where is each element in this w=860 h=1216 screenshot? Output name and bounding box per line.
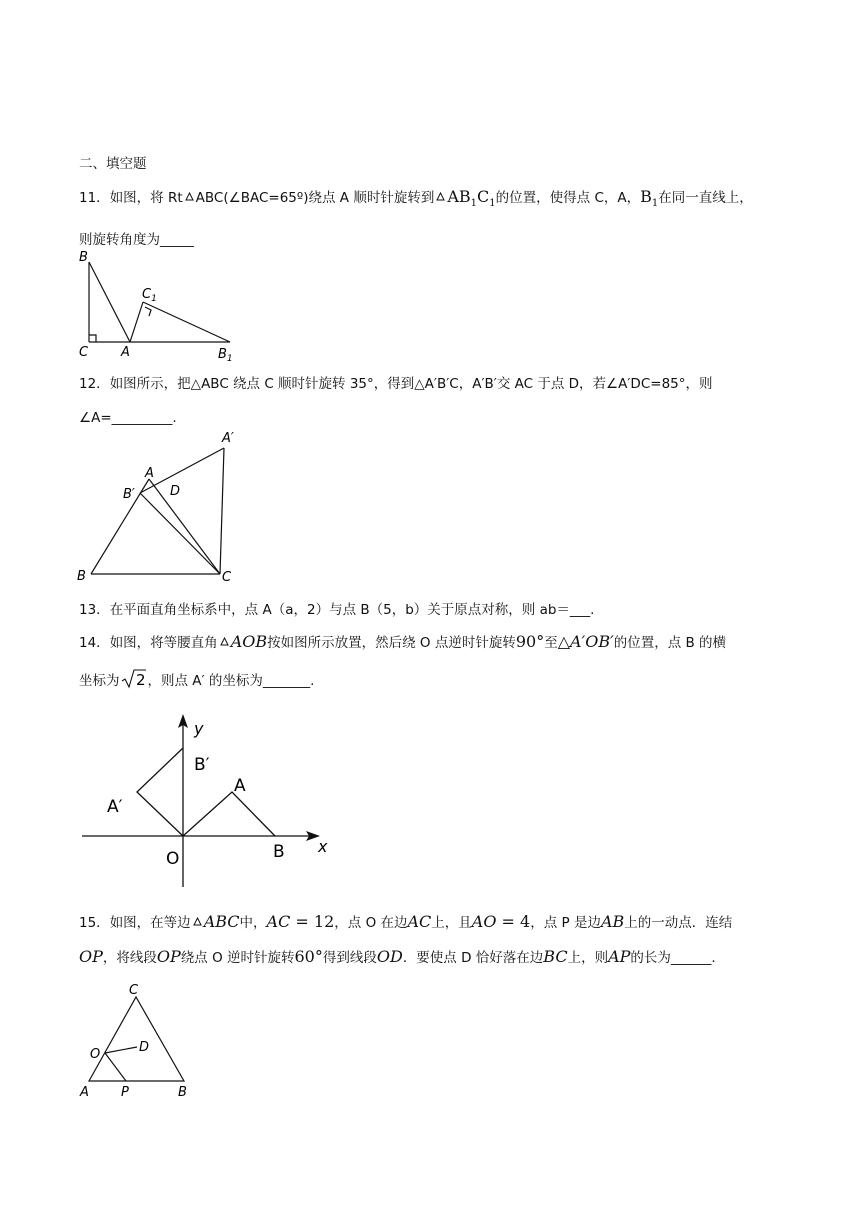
q15-math-ab: AB [600, 912, 625, 931]
fig14-label-b: B [273, 842, 285, 862]
fig12-label-a: A [145, 466, 154, 481]
q15-text-6: 上的一动点．连结 [624, 915, 733, 931]
figure-14 [80, 712, 350, 892]
figure-11 [74, 250, 254, 365]
question-13-line [79, 598, 594, 618]
q14-text-6: ，则点 A′ 的坐标为_______. [147, 673, 315, 689]
fig11-label-c: C [79, 345, 89, 360]
q15-math-60: 60° [294, 947, 323, 966]
q15-text-3: ，点 O 在边 [334, 915, 408, 931]
q15-math-bc: BC [543, 947, 568, 966]
fig11-label-b1: $B_1$ [218, 347, 233, 364]
q15-math-op: OP [79, 947, 103, 966]
fig11-right-angle-c [89, 335, 96, 342]
fig11-segment-ac1 [130, 302, 143, 342]
question-14-line-1 [79, 631, 726, 651]
q14-math-aprime-triangle: △A′OB′ [557, 632, 614, 651]
fig15-segment-od [105, 1047, 137, 1053]
fig15-triangle-abc [89, 997, 184, 1081]
q14-number: 14． [79, 635, 110, 651]
q14-math-aob: AOB [230, 632, 268, 651]
q11-text-2: ABC(∠BAC=65º)绕点 A 顺时针旋转到 [195, 190, 435, 206]
q11-text-4: 在同一直线上， [658, 190, 753, 206]
q15-l2-text-4: ．要使点 D 恰好落在边 [402, 950, 544, 966]
q15-math-ac-2: AC [407, 912, 432, 931]
q15-math-abc: ABC [203, 912, 240, 931]
fig15-label-a: A [80, 1085, 89, 1100]
fig12-label-b: B [77, 569, 86, 584]
fig12-segment-apc [220, 448, 224, 574]
q15-text-2: 中， [239, 915, 267, 931]
sqrt-2-symbol-icon [121, 668, 147, 690]
fig11-label-c1: $C_1$ [142, 287, 157, 304]
figure-12 [72, 428, 252, 588]
question-12-line-1 [79, 372, 713, 392]
section-title: 二、填空题 [79, 156, 147, 172]
q12-text: 如图所示，把△ABC 绕点 C 顺时针旋转 35°，得到△A′B′C，A′B′交 AC 于点 D，若∠A′DC=85°，则 [109, 376, 713, 392]
question-14-line-2 [79, 668, 314, 690]
fig14-label-y: y [194, 719, 204, 738]
q13-number: 13． [79, 602, 110, 618]
triangle-symbol-icon [436, 192, 445, 201]
q15-text-5: ，点 P 是边 [530, 915, 601, 931]
q14-text-4: 的位置，点 B 的横 [613, 635, 727, 651]
fig14-label-bp: B′ [194, 755, 210, 775]
q15-text-4: 上，且 [431, 915, 472, 931]
question-12-line-2: ∠A=_________. [79, 410, 177, 426]
fig12-label-d: D [170, 484, 181, 499]
fig12-label-c: C [222, 570, 232, 585]
question-15-line-2 [79, 946, 716, 966]
q15-l2-text-2: 绕点 O 逆时针旋转 [180, 950, 295, 966]
q15-l2-text-1: ，将线段 [102, 950, 157, 966]
q15-math-ac: AC [266, 912, 291, 931]
q14-math-90: 90° [515, 632, 545, 651]
fig15-segment-op [105, 1053, 126, 1081]
fig11-label-a: A [121, 345, 130, 360]
fig11-right-angle-c1 [145, 307, 151, 316]
fig11-segment-c1b1 [143, 302, 230, 342]
fig12-segment-ac [149, 479, 220, 574]
q11-number: 11． [79, 190, 110, 206]
q15-l2-text-6: 的长为______. [630, 950, 716, 966]
q15-text-1: 如图，在等边 [109, 915, 191, 931]
fig14-label-a: A [234, 776, 246, 796]
q11-text-3: 的位置，使得点 C，A， [495, 190, 641, 206]
q11-text-1: 如图，将 Rt [109, 190, 183, 206]
svg-text:2: 2 [135, 671, 146, 689]
q15-math-ao: AO [471, 912, 497, 931]
triangle-symbol-icon [185, 192, 194, 201]
q15-number: 15． [79, 915, 110, 931]
fig15-label-b: B [178, 1085, 187, 1100]
fig11-label-b: B [79, 250, 88, 265]
question-11-line-1 [79, 186, 753, 209]
fig15-label-d: D [139, 1040, 150, 1055]
fig14-label-x: x [318, 837, 328, 856]
triangle-symbol-icon [193, 917, 202, 926]
triangle-symbol-icon [220, 637, 229, 646]
q14-text-5: 坐标为 [79, 673, 120, 689]
fig14-triangle-aob [183, 792, 275, 836]
fig12-segment-bpc [140, 493, 220, 574]
question-15-line-1 [79, 911, 732, 931]
q14-text-1: 如图，将等腰直角 [109, 635, 218, 651]
q15-math-ao-value: = 4 [496, 912, 531, 931]
q12-number: 12． [79, 376, 110, 392]
q11-math-ab1c1: $AB_1C_1$ [447, 187, 496, 210]
fig14-label-o: O [166, 849, 180, 869]
q15-math-od: OD [376, 947, 403, 966]
fig14-label-ap: A′ [107, 797, 123, 817]
fig12-label-ap: A′ [222, 431, 234, 446]
fig15-label-c: C [129, 983, 139, 998]
q15-l2-text-5: 上，则 [567, 950, 609, 966]
q13-text: 在平面直角坐标系中，点 A（a，2）与点 B（5，b）关于原点对称，则 ab＝___. [109, 602, 595, 618]
fig12-label-bp: B′ [123, 487, 135, 502]
fig15-label-p: P [121, 1085, 129, 1100]
figure-15 [74, 980, 214, 1105]
question-11-line-2: 则旋转角度为_____ [79, 232, 194, 248]
q15-math-ap: AP [608, 947, 631, 966]
q14-text-3: 至 [544, 635, 558, 651]
fig14-triangle-apobp [137, 748, 183, 836]
fig11-segment-ba [89, 262, 130, 342]
q14-text-2: 按如图所示放置，然后绕 O 点逆时针旋转 [267, 635, 516, 651]
q11-math-b1: $B_1$ [640, 187, 659, 210]
fig15-label-o: O [90, 1047, 101, 1062]
q15-math-op-2: OP [156, 947, 181, 966]
q15-l2-text-3: 得到线段 [322, 950, 377, 966]
q15-math-ac-value: = 12 [290, 912, 335, 931]
